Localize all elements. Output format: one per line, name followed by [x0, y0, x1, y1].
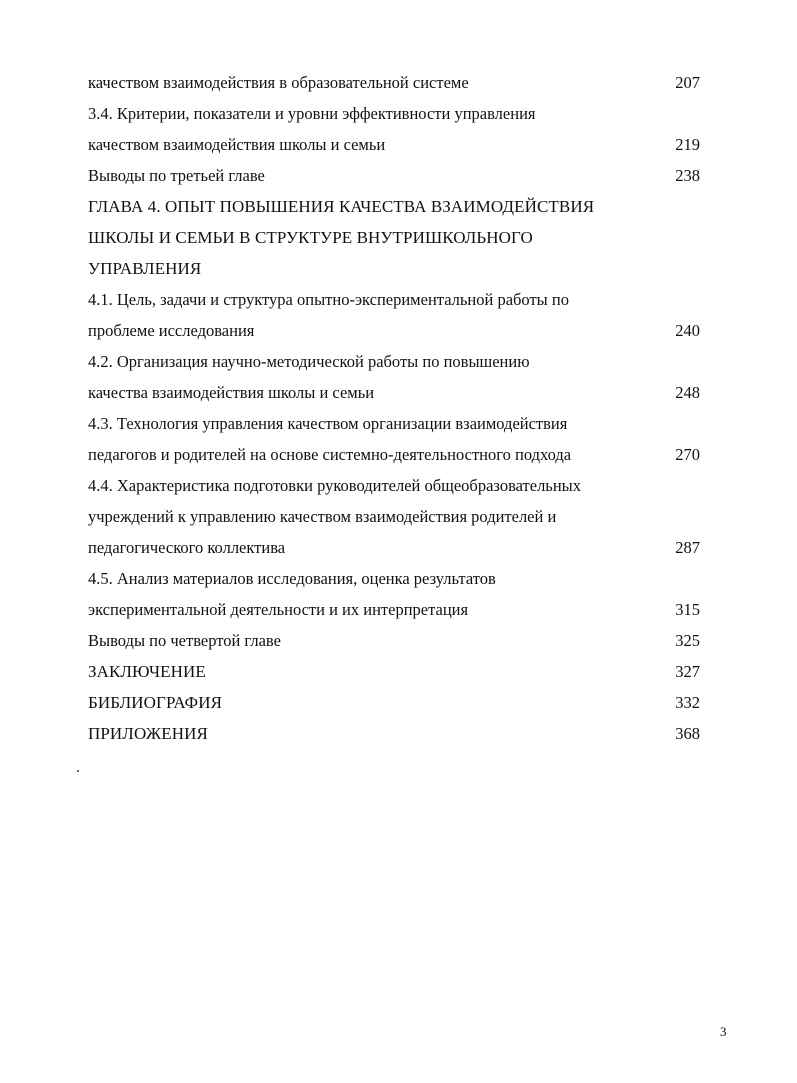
- toc-entry-page: 332: [675, 693, 700, 712]
- toc-line: [88, 67, 700, 98]
- toc-entry-text: Выводы по четвертой главе: [88, 631, 281, 650]
- toc-entry-page: 238: [675, 166, 700, 185]
- toc-entry-text: ПРИЛОЖЕНИЯ: [88, 724, 208, 743]
- toc-entry-text: педагогов и родителей на основе системно-деятельностного подхода: [88, 445, 572, 464]
- toc-entry-text: ШКОЛЫ И СЕМЬИ В СТРУКТУРЕ ВНУТРИШКОЛЬНОГО: [88, 228, 533, 247]
- toc-line: [88, 532, 700, 563]
- toc-entry-text: качеством взаимодействия школы и семьи: [88, 135, 386, 154]
- scan-speck: [77, 770, 79, 772]
- toc-entry-page: 270: [675, 445, 700, 464]
- toc-entry-text: 4.4. Характеристика подготовки руководителей общеобразовательных: [88, 476, 582, 495]
- toc-entry-page: 248: [675, 383, 700, 402]
- toc-entry-text: педагогического коллектива: [88, 538, 286, 557]
- toc-entry-page: 327: [675, 662, 700, 681]
- toc-entry-text: качества взаимодействия школы и семьи: [88, 383, 375, 402]
- toc-line: [88, 408, 700, 439]
- toc-section-heading: [88, 656, 700, 687]
- toc-line: [88, 160, 700, 191]
- toc-entry-page: 325: [675, 631, 700, 650]
- toc-entry-text: 4.5. Анализ материалов исследования, оценка результатов: [88, 569, 496, 588]
- toc-line: [88, 439, 700, 470]
- toc-line: [88, 346, 700, 377]
- toc-entry-page: 287: [675, 538, 700, 557]
- toc-entry-text: проблеме исследования: [88, 321, 255, 340]
- toc-line: [88, 594, 700, 625]
- toc-entry-page: 315: [675, 600, 700, 619]
- toc-entry-page: 207: [675, 73, 700, 92]
- toc-line: [88, 625, 700, 656]
- toc-line: [88, 377, 700, 408]
- toc-entry-text: качеством взаимодействия в образовательной системе: [88, 73, 469, 92]
- toc-chapter-heading: [88, 191, 700, 222]
- toc-line: [88, 563, 700, 594]
- toc-entry-text: БИБЛИОГРАФИЯ: [88, 693, 223, 712]
- toc-line: [88, 501, 700, 532]
- toc-entry-text: 4.1. Цель, задачи и структура опытно-экспериментальной работы по: [88, 290, 569, 309]
- toc-entry-text: экспериментальной деятельности и их интерпретация: [88, 600, 469, 619]
- toc-chapter-heading: [88, 222, 700, 253]
- page-number: 3: [720, 1024, 727, 1039]
- toc-entry-text: Выводы по третьей главе: [88, 166, 265, 185]
- toc-section-heading: [88, 718, 700, 749]
- toc-entry-page: 240: [675, 321, 700, 340]
- toc-line: [88, 470, 700, 501]
- toc-chapter-heading: [88, 253, 700, 284]
- toc-entry-page: 219: [675, 135, 700, 154]
- toc-line: [88, 98, 700, 129]
- toc-entry-text: 4.2. Организация научно-методической работы по повышению: [88, 352, 530, 371]
- toc-line: [88, 129, 700, 160]
- toc-entry-text: ЗАКЛЮЧЕНИЕ: [88, 662, 206, 681]
- toc-entry-text: УПРАВЛЕНИЯ: [88, 259, 202, 278]
- toc-section-heading: [88, 687, 700, 718]
- table-of-contents: [88, 67, 700, 749]
- toc-entry-text: ГЛАВА 4. ОПЫТ ПОВЫШЕНИЯ КАЧЕСТВА ВЗАИМОДЕЙСТВИЯ: [88, 197, 595, 216]
- toc-entry-text: учреждений к управлению качеством взаимодействия родителей и: [88, 507, 557, 526]
- toc-line: [88, 315, 700, 346]
- toc-entry-page: 368: [675, 724, 700, 743]
- toc-entry-text: 3.4. Критерии, показатели и уровни эффективности управления: [88, 104, 536, 123]
- toc-line: [88, 284, 700, 315]
- toc-entry-text: 4.3. Технология управления качеством организации взаимодействия: [88, 414, 568, 433]
